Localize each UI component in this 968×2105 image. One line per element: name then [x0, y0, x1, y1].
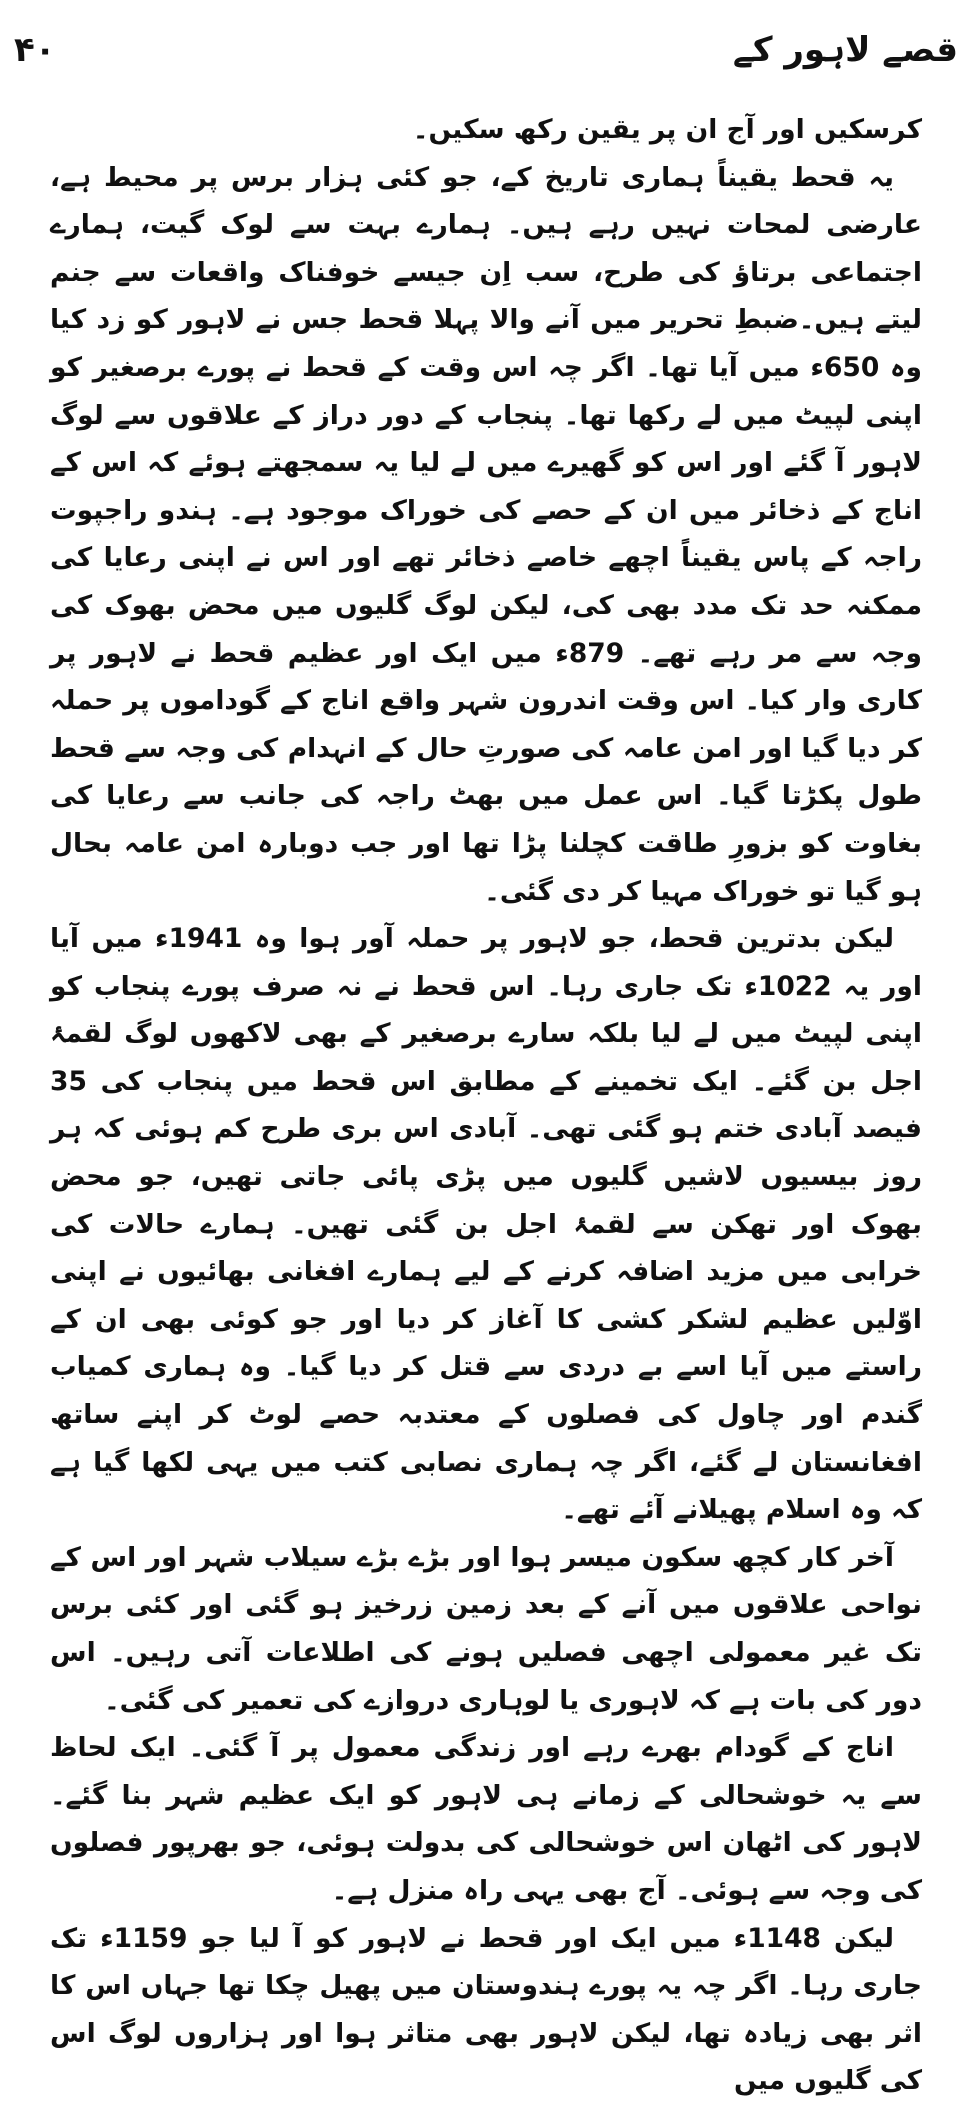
paragraph: کرسکیں اور آج ان پر یقین رکھ سکیں۔	[412, 114, 922, 145]
page-number: ۴۰	[14, 30, 56, 70]
running-title: قصے لاہور کے	[732, 30, 958, 70]
page-header	[0, 20, 968, 90]
paragraph: اناج کے گودام بھرے رہے اور زندگی معمول پر آ گئی۔ ایک لحاظ سے یہ خوشحالی کے زمانے ہی لاہور کو ایک عظیم شہر بنا گئے۔ لاہور کی اٹھان اس خوشحالی کی بدولت ہوئی، جو بھرپور فصلوں کی وجہ سے ہوئی۔ آج بھی یہی راہ منزل ہے۔	[50, 1732, 922, 1906]
paragraph: لیکن 1148ء میں ایک اور قحط نے لاہور کو آ لیا جو 1159ء تک جاری رہا۔ اگر چہ یہ پورے ہندوستان میں پھیل چکا تھا جہاں اس کا اثر بھی زیادہ تھا، لیکن لاہور بھی متاثر ہوا اور ہزاروں لوگ اس کی گلیوں میں	[50, 1922, 922, 2097]
paragraph: یہ قحط یقیناً ہماری تاریخ کے، جو کئی ہزار برس پر محیط ہے، عارضی لمحات نہیں رہے ہیں۔ ہمارے بہت سے لوک گیت، ہمارے اجتماعی برتاؤ کی طرح، سب اِن جیسے خوفناک واقعات سے جنم لیتے ہیں۔ضبطِ تحریر میں آنے والا پہلا قحط جس نے لاہور کو زد کیا وہ 650ء میں آیا تھا۔ اگر چہ اس وقت کے قحط نے پورے برصغیر کو اپنی لپیٹ میں لے رکھا تھا۔ پنجاب کے دور دراز کے علاقوں سے لوگ لاہور آ گئے اور اس کو گھیرے میں لے لیا یہ سمجھتے ہوئے کہ اس کے اناج کے ذخائر میں ان کے حصے کی خوراک موجود ہے۔ ہندو راجپوت راجہ کے پاس یقیناً اچھے خاصے ذخائر تھے اور اس نے اپنی رعایا کی ممکنہ حد تک مدد بھی کی، لیکن لوگ گلیوں میں محض بھوک کی وجہ سے مر رہے تھے۔ 879ء میں ایک اور عظیم قحط نے لاہور پر کاری وار کیا۔ اس وقت اندرون شہر واقع اناج کے گوداموں پر حملہ کر دیا گیا اور امن عامہ کی صورتِ حال کے انہدام کی وجہ سے قحط طول پکڑتا گیا۔ اس عمل میں بھٹ راجہ کی جانب سے رعایا کی بغاوت کو بزورِ طاقت کچلنا پڑا تھا اور جب دوبارہ امن عامہ بحال ہو گیا تو خوراک مہیا کر دی گئی۔	[50, 161, 923, 907]
paragraph: آخر کار کچھ سکون میسر ہوا اور بڑے بڑے سیلاب شہر اور اس کے نواحی علاقوں میں آنے کے بعد زمین زرخیز ہو گئی اور کئی برس تک غیر معمولی اچھی فصلیں ہونے کی اطلاعات آتی رہیں۔ اس دور کی بات ہے کہ لاہوری یا لوہاری دروازے کی تعمیر کی گئی۔	[50, 1541, 922, 1716]
body-text	[50, 106, 922, 2105]
paragraph: لیکن بدترین قحط، جو لاہور پر حملہ آور ہوا وہ 1941ء میں آیا اور یہ 1022ء تک جاری رہا۔ اس قحط نے نہ صرف پورے پنجاب کو اپنی لپیٹ میں لے لیا بلکہ سارے برصغیر کے بھی لاکھوں لوگ لقمۂ اجل بن گئے۔ ایک تخمینے کے مطابق اس قحط میں پنجاب کی 35 فیصد آبادی ختم ہو گئی تھی۔ آبادی اس بری طرح کم ہوئی کہ ہر روز بیسیوں لاشیں گلیوں میں پڑی پائی جاتی تھیں، جو محض بھوک اور تھکن سے لقمۂ اجل بن گئی تھیں۔ ہمارے حالات کی خرابی میں مزید اضافہ کرنے کے لیے ہمارے افغانی بھائیوں نے اپنی اوّلیں عظیم لشکر کشی کا آغاز کر دیا اور جو کوئی بھی ان کے راستے میں آیا اسے بے دردی سے قتل کر دیا گیا۔ وہ ہماری کمیاب گندم اور چاول کی فصلوں کے معتدبہ حصے لوٹ کر اپنے ساتھ افغانستان لے گئے، اگر چہ ہماری نصابی کتب میں یہی لکھا گیا ہے کہ وہ اسلام پھیلانے آئے تھے۔	[50, 923, 922, 1526]
